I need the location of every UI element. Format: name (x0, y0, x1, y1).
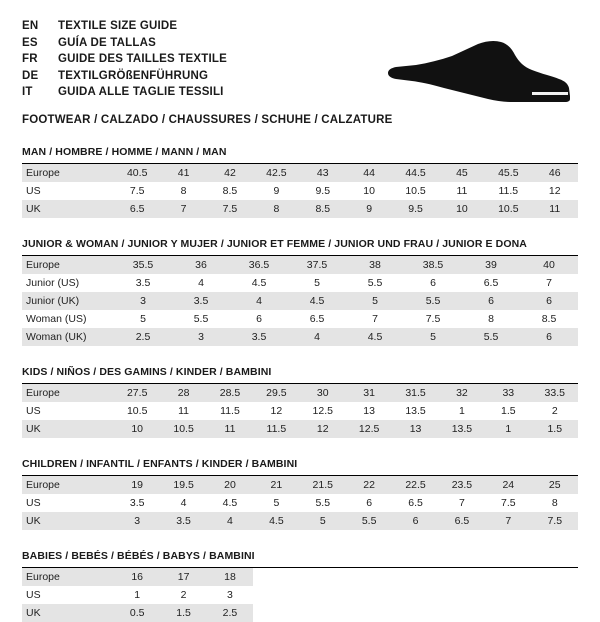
cell: 0.5 (114, 604, 160, 622)
cell: 40 (520, 256, 578, 274)
cell: 13 (392, 420, 438, 438)
row-label: Junior (US) (22, 274, 114, 292)
cell: 6 (520, 328, 578, 346)
cell-empty (485, 568, 531, 586)
cell-empty (253, 586, 299, 604)
cell: 36.5 (230, 256, 288, 274)
cell: 6 (462, 292, 520, 310)
cell: 4 (207, 512, 253, 530)
cell: 10 (346, 182, 392, 200)
cell: 3.5 (160, 512, 206, 530)
cell: 8.5 (207, 182, 253, 200)
cell: 25 (532, 476, 578, 494)
cell: 43 (300, 164, 346, 182)
cell-empty (253, 604, 299, 622)
table-title: BABIES / BEBÉS / BÉBÉS / BABYS / BAMBINI (22, 550, 578, 568)
table-title: JUNIOR & WOMAN / JUNIOR Y MUJER / JUNIOR ET FEMME / JUNIOR UND FRAU / JUNIOR E DONA (22, 238, 578, 256)
cell: 1 (439, 402, 485, 420)
cell: 4.5 (346, 328, 404, 346)
cell: 45.5 (485, 164, 531, 182)
cell: 6 (520, 292, 578, 310)
cell-empty (300, 586, 346, 604)
cell: 16 (114, 568, 160, 586)
cell: 20 (207, 476, 253, 494)
cell-empty (532, 604, 578, 622)
row-label: Junior (UK) (22, 292, 114, 310)
table-row (22, 604, 578, 622)
cell: 38 (346, 256, 404, 274)
cell: 33 (485, 384, 531, 402)
cell: 31.5 (392, 384, 438, 402)
cell: 11 (532, 200, 578, 218)
cell: 18 (207, 568, 253, 586)
table-row (22, 328, 578, 346)
cell: 9 (253, 182, 299, 200)
cell: 13.5 (392, 402, 438, 420)
cell: 5 (253, 494, 299, 512)
cell: 42 (207, 164, 253, 182)
cell: 3 (172, 328, 230, 346)
cell: 10.5 (485, 200, 531, 218)
cell: 11 (207, 420, 253, 438)
cell: 19 (114, 476, 160, 494)
language-title: TEXTILGRÖßENFÜHRUNG (58, 69, 209, 82)
cell: 42.5 (253, 164, 299, 182)
row-label: Europe (22, 164, 114, 182)
cell: 21.5 (300, 476, 346, 494)
cell-empty (392, 586, 438, 604)
language-code: IT (22, 86, 33, 98)
cell: 28 (160, 384, 206, 402)
cell: 5 (288, 274, 346, 292)
cell: 17 (160, 568, 206, 586)
cell: 10.5 (160, 420, 206, 438)
cell: 8.5 (300, 200, 346, 218)
cell: 36 (172, 256, 230, 274)
cell: 24 (485, 476, 531, 494)
cell: 4 (172, 274, 230, 292)
table-row (22, 182, 578, 200)
cell: 12 (300, 420, 346, 438)
table-row (22, 384, 578, 402)
cell: 10.5 (392, 182, 438, 200)
row-label: UK (22, 512, 114, 530)
cell: 6.5 (114, 200, 160, 218)
cell: 1.5 (160, 604, 206, 622)
cell: 11.5 (207, 402, 253, 420)
size-table-junior-woman (22, 256, 578, 346)
cell: 22.5 (392, 476, 438, 494)
document-header (22, 18, 578, 126)
cell: 3.5 (114, 274, 172, 292)
cell: 12 (532, 182, 578, 200)
cell-empty (300, 568, 346, 586)
cell: 11 (439, 182, 485, 200)
cell: 2.5 (207, 604, 253, 622)
table-title: KIDS / NIÑOS / DES GAMINS / KINDER / BAMBINI (22, 366, 578, 384)
cell: 4 (160, 494, 206, 512)
size-table-man (22, 164, 578, 218)
cell: 23.5 (439, 476, 485, 494)
cell: 8.5 (520, 310, 578, 328)
cell: 41 (160, 164, 206, 182)
cell: 11.5 (485, 182, 531, 200)
cell-empty (485, 586, 531, 604)
cell: 6 (230, 310, 288, 328)
table-title: MAN / HOMBRE / HOMME / MANN / MAN (22, 146, 578, 164)
language-title: TEXTILE SIZE GUIDE (58, 20, 178, 32)
cell: 4 (230, 292, 288, 310)
cell: 6 (346, 494, 392, 512)
cell: 7.5 (114, 182, 160, 200)
table-row (22, 420, 578, 438)
cell: 1.5 (485, 402, 531, 420)
table-row (22, 568, 578, 586)
cell: 27.5 (114, 384, 160, 402)
table-row (22, 256, 578, 274)
row-label: Europe (22, 476, 114, 494)
cell-empty (392, 568, 438, 586)
table-block-babies (22, 550, 578, 622)
cell: 2 (160, 586, 206, 604)
cell: 9 (346, 200, 392, 218)
cell: 11 (160, 402, 206, 420)
cell: 4.5 (230, 274, 288, 292)
language-code: EN (22, 20, 39, 32)
cell: 5.5 (172, 310, 230, 328)
table-row (22, 402, 578, 420)
cell: 45 (439, 164, 485, 182)
language-code: ES (22, 36, 38, 49)
row-label: UK (22, 200, 114, 218)
row-label: Woman (UK) (22, 328, 114, 346)
table-row (22, 310, 578, 328)
row-label: US (22, 182, 114, 200)
cell: 3.5 (114, 494, 160, 512)
cell: 21 (253, 476, 299, 494)
cell-empty (532, 568, 578, 586)
cell: 19.5 (160, 476, 206, 494)
cell: 10 (114, 420, 160, 438)
cell: 44 (346, 164, 392, 182)
cell: 2.5 (114, 328, 172, 346)
size-table-kids (22, 384, 578, 438)
cell: 40.5 (114, 164, 160, 182)
cell: 11.5 (253, 420, 299, 438)
cell: 12.5 (300, 402, 346, 420)
cell: 3.5 (230, 328, 288, 346)
cell: 7 (485, 512, 531, 530)
cell: 5.5 (462, 328, 520, 346)
cell: 7 (520, 274, 578, 292)
cell-empty (485, 604, 531, 622)
table-row (22, 512, 578, 530)
cell-empty (346, 586, 392, 604)
cell: 44.5 (392, 164, 438, 182)
row-label: Europe (22, 256, 114, 274)
cell: 5.5 (346, 512, 392, 530)
row-label: UK (22, 420, 114, 438)
cell: 4.5 (207, 494, 253, 512)
cell: 5 (404, 328, 462, 346)
table-row (22, 292, 578, 310)
cell: 30 (300, 384, 346, 402)
cell: 2 (532, 402, 578, 420)
cell: 5.5 (300, 494, 346, 512)
cell: 12 (253, 402, 299, 420)
row-label: UK (22, 604, 114, 622)
table-row (22, 164, 578, 182)
cell-empty (532, 586, 578, 604)
cell: 6.5 (288, 310, 346, 328)
cell-empty (253, 568, 299, 586)
cell: 9.5 (300, 182, 346, 200)
category-heading: FOOTWEAR / CALZADO / CHAUSSURES / SCHUHE / CALZATURE (22, 113, 393, 126)
cell: 32 (439, 384, 485, 402)
cell: 7.5 (404, 310, 462, 328)
cell: 31 (346, 384, 392, 402)
cell: 33.5 (532, 384, 578, 402)
cell-empty (439, 568, 485, 586)
language-title: GUIDA ALLE TAGLIE TESSILI (58, 86, 224, 98)
table-row (22, 274, 578, 292)
cell: 6 (404, 274, 462, 292)
cell: 13 (346, 402, 392, 420)
cell: 5.5 (404, 292, 462, 310)
cell: 5 (346, 292, 404, 310)
cell: 3 (207, 586, 253, 604)
cell: 4.5 (288, 292, 346, 310)
cell: 7 (160, 200, 206, 218)
cell: 7.5 (485, 494, 531, 512)
language-title: GUIDE DES TAILLES TEXTILE (58, 53, 227, 65)
table-row (22, 476, 578, 494)
cell: 6.5 (439, 512, 485, 530)
cell: 35.5 (114, 256, 172, 274)
cell: 10 (439, 200, 485, 218)
size-table-babies (22, 568, 578, 622)
cell: 7.5 (532, 512, 578, 530)
cell: 7 (346, 310, 404, 328)
cell: 5 (300, 512, 346, 530)
cell: 6.5 (392, 494, 438, 512)
cell: 7.5 (207, 200, 253, 218)
cell: 28.5 (207, 384, 253, 402)
cell: 4.5 (253, 512, 299, 530)
cell: 3.5 (172, 292, 230, 310)
cell: 9.5 (392, 200, 438, 218)
table-block-children (22, 458, 578, 530)
table-row (22, 586, 578, 604)
row-label: Europe (22, 568, 114, 586)
cell: 1 (485, 420, 531, 438)
cell: 5 (114, 310, 172, 328)
table-block-junior-woman (22, 238, 578, 346)
cell: 5.5 (346, 274, 404, 292)
cell: 39 (462, 256, 520, 274)
cell: 8 (532, 494, 578, 512)
cell-empty (439, 604, 485, 622)
cell: 6.5 (462, 274, 520, 292)
cell: 46 (532, 164, 578, 182)
cell: 6 (392, 512, 438, 530)
cell-empty (346, 604, 392, 622)
row-label: US (22, 402, 114, 420)
cell: 10.5 (114, 402, 160, 420)
row-label: Woman (US) (22, 310, 114, 328)
language-code: DE (22, 69, 39, 82)
cell: 3 (114, 512, 160, 530)
cell: 38.5 (404, 256, 462, 274)
table-row (22, 200, 578, 218)
table-block-man (22, 146, 578, 218)
dress-shoe-icon (382, 36, 572, 112)
size-table-children (22, 476, 578, 530)
cell: 8 (160, 182, 206, 200)
table-title: CHILDREN / INFANTIL / ENFANTS / KINDER / BAMBINI (22, 458, 578, 476)
language-row (22, 18, 578, 35)
cell: 37.5 (288, 256, 346, 274)
cell-empty (439, 586, 485, 604)
cell-empty (300, 604, 346, 622)
row-label: US (22, 494, 114, 512)
cell: 3 (114, 292, 172, 310)
cell: 4 (288, 328, 346, 346)
cell: 12.5 (346, 420, 392, 438)
cell: 22 (346, 476, 392, 494)
cell: 8 (462, 310, 520, 328)
table-row (22, 494, 578, 512)
row-label: Europe (22, 384, 114, 402)
cell: 13.5 (439, 420, 485, 438)
language-title: GUÍA DE TALLAS (58, 36, 156, 49)
cell: 8 (253, 200, 299, 218)
cell-empty (346, 568, 392, 586)
cell: 29.5 (253, 384, 299, 402)
cell: 1 (114, 586, 160, 604)
cell: 1.5 (532, 420, 578, 438)
cell: 7 (439, 494, 485, 512)
language-code: FR (22, 53, 38, 65)
cell-empty (392, 604, 438, 622)
row-label: US (22, 586, 114, 604)
table-block-kids (22, 366, 578, 438)
